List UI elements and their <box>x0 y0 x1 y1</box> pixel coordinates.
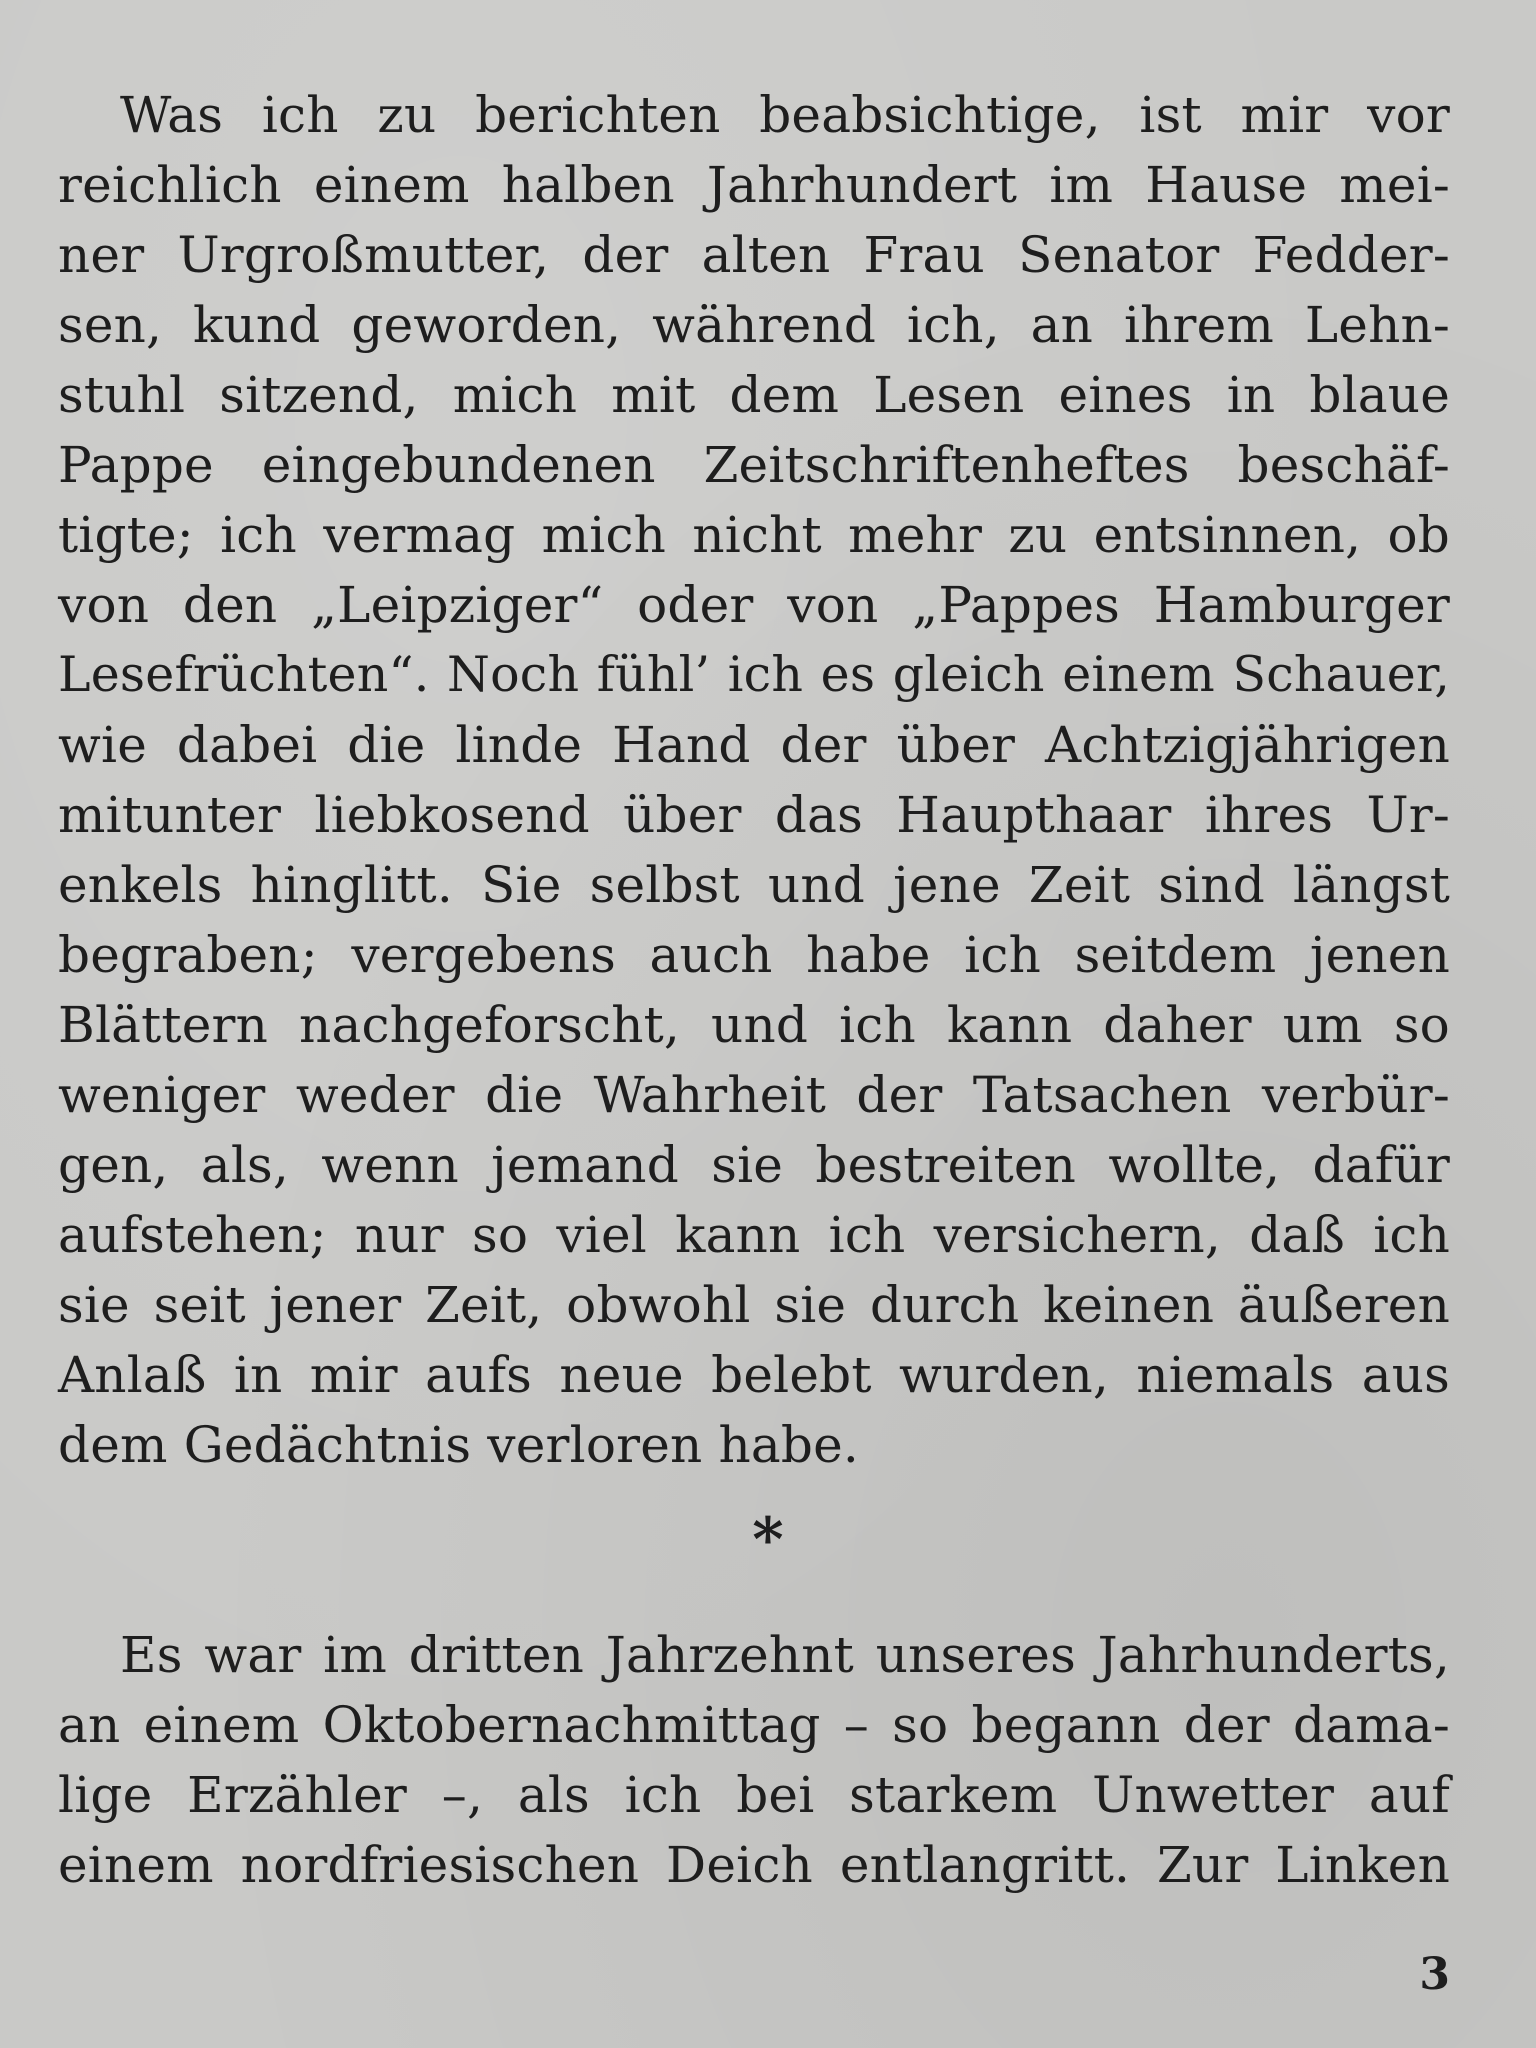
text-line: wie dabei die linde Hand der über Achtzigjährigen <box>58 716 1450 774</box>
text-line: Es war im dritten Jahrzehnt unseres Jahrhunderts, <box>120 1626 1450 1684</box>
text-line: dem Gedächtnis verloren habe. <box>58 1416 860 1474</box>
text-line: Was ich zu berichten beabsichtige, ist mir vor <box>120 86 1450 144</box>
text-line: Pappe eingebundenen Zeitschriftenheftes beschäf- <box>58 436 1450 494</box>
text-line: aufstehen; nur so viel kann ich versichern, daß ich <box>58 1206 1450 1264</box>
text-line: sie seit jener Zeit, obwohl sie durch keinen äußeren <box>58 1276 1450 1334</box>
text-line: begraben; vergebens auch habe ich seitdem jenen <box>58 926 1450 984</box>
text-line: Blättern nachgeforscht, und ich kann daher um so <box>58 996 1450 1054</box>
section-separator: * <box>752 1505 784 1575</box>
text-line: ner Urgroßmutter, der alten Frau Senator Fedder- <box>58 226 1450 284</box>
text-line: weniger weder die Wahrheit der Tatsachen verbür- <box>58 1066 1450 1124</box>
paragraph-2 <box>58 1620 1450 1900</box>
text-line: reichlich einem halben Jahrhundert im Hause mei- <box>58 156 1450 214</box>
text-line: Lesefrüchten“. Noch fühl’ ich es gleich einem Schauer, <box>58 646 1450 703</box>
text-line: sen, kund geworden, während ich, an ihrem Lehn- <box>58 296 1450 354</box>
text-line: stuhl sitzend, mich mit dem Lesen eines in blaue <box>58 366 1450 424</box>
text-line: an einem Oktobernachmittag – so begann der dama- <box>58 1696 1450 1754</box>
text-line: Anlaß in mir aufs neue belebt wurden, niemals aus <box>58 1346 1450 1404</box>
text-line: von den „Leipziger“ oder von „Pappes Hamburger <box>58 576 1450 634</box>
text-line: tigte; ich vermag mich nicht mehr zu entsinnen, ob <box>58 506 1450 564</box>
text-line: enkels hinglitt. Sie selbst und jene Zeit sind längst <box>58 856 1450 914</box>
text-line: einem nordfriesischen Deich entlangritt. Zur Linken <box>58 1836 1450 1894</box>
text-line: gen, als, wenn jemand sie bestreiten wollte, dafür <box>58 1136 1450 1194</box>
page-number: 3 <box>1419 1949 1450 2000</box>
paragraph-1 <box>58 80 1450 1480</box>
text-line: lige Erzähler –, als ich bei starkem Unwetter auf <box>58 1766 1450 1824</box>
text-line: mitunter liebkosend über das Haupthaar ihres Ur- <box>58 786 1450 844</box>
